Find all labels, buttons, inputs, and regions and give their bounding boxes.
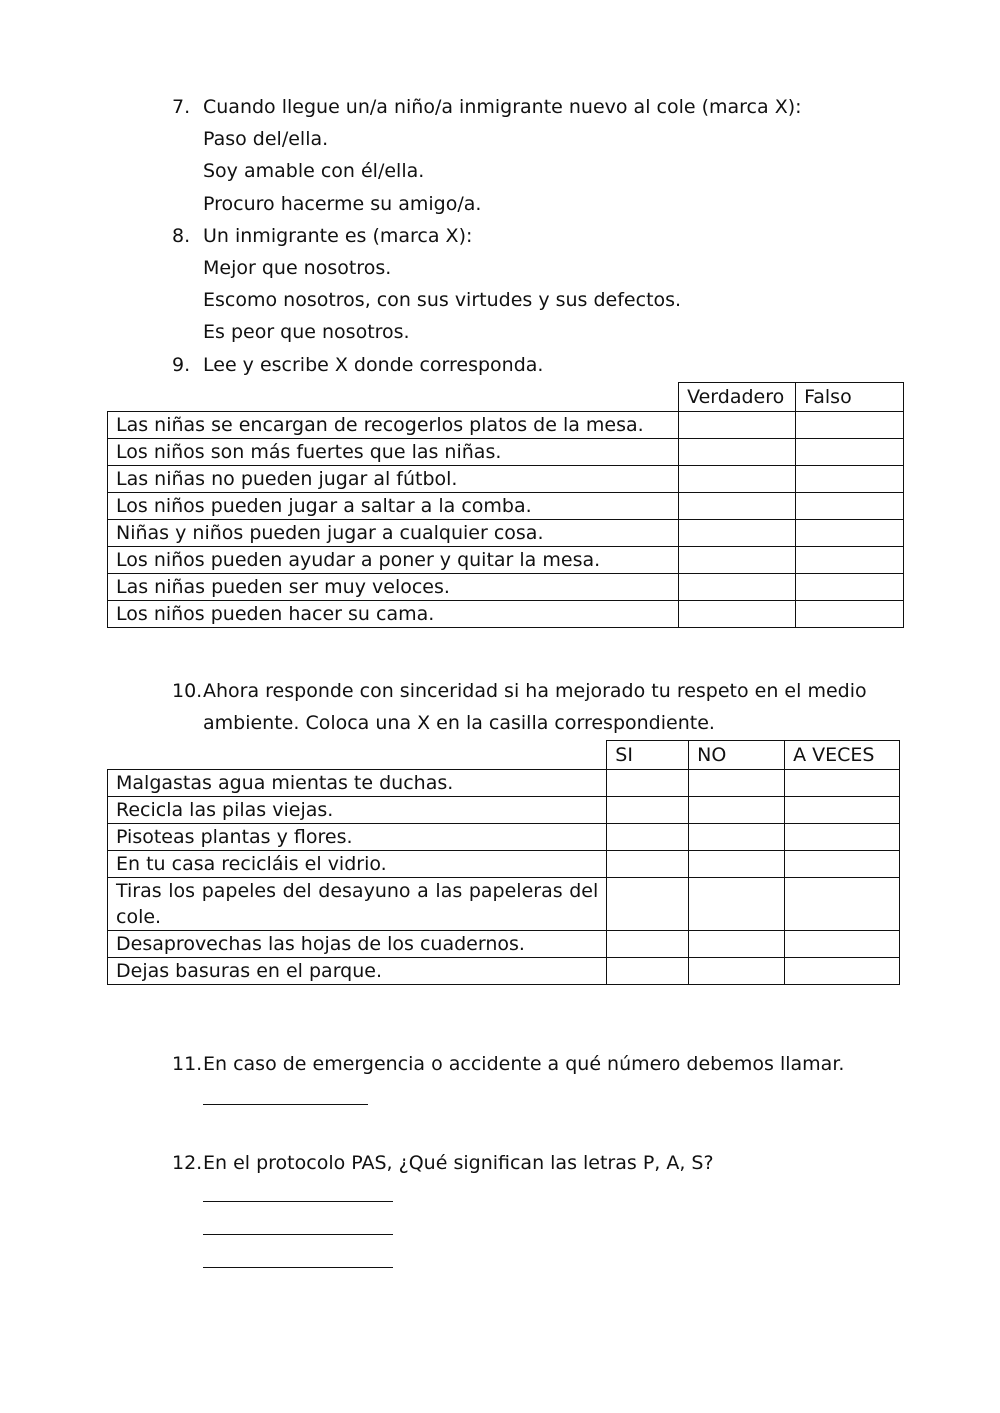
table-row <box>108 770 900 797</box>
statement: Niñas y niños pueden jugar a cualquier cosa. <box>108 520 679 547</box>
table-row <box>108 466 904 493</box>
answer-cell[interactable] <box>785 958 900 985</box>
answer-cell[interactable] <box>607 931 689 958</box>
q12-number: 12. <box>172 1152 203 1174</box>
answer-cell[interactable] <box>679 547 796 574</box>
answer-cell[interactable] <box>689 797 785 824</box>
statement: Las niñas se encargan de recogerlos platos de la mesa. <box>108 412 679 439</box>
answer-cell[interactable] <box>689 770 785 797</box>
table-row <box>108 547 904 574</box>
answer-cell[interactable] <box>679 574 796 601</box>
answer-cell[interactable] <box>607 958 689 985</box>
statement: Las niñas no pueden jugar al fútbol. <box>108 466 679 493</box>
table-row <box>108 958 900 985</box>
table-header-row <box>108 383 904 412</box>
q12-answer-line-p[interactable] <box>203 1201 393 1202</box>
answer-cell[interactable] <box>785 797 900 824</box>
statement: Los niños son más fuertes que las niñas. <box>108 439 679 466</box>
table-row <box>108 439 904 466</box>
answer-cell[interactable] <box>689 878 785 931</box>
q7-question: Cuando llegue un/a niño/a inmigrante nuevo al cole (marca X): <box>203 96 802 118</box>
answer-cell[interactable] <box>679 412 796 439</box>
table-row <box>108 601 904 628</box>
answer-cell[interactable] <box>689 824 785 851</box>
statement: Dejas basuras en el parque. <box>108 958 607 985</box>
header-falso: Falso <box>796 383 904 412</box>
answer-cell[interactable] <box>796 520 904 547</box>
answer-cell[interactable] <box>785 824 900 851</box>
table-row <box>108 574 904 601</box>
answer-cell[interactable] <box>679 601 796 628</box>
environment-table <box>107 740 900 985</box>
q9-number: 9. <box>172 354 191 376</box>
answer-cell[interactable] <box>796 493 904 520</box>
header-verdadero: Verdadero <box>679 383 796 412</box>
answer-cell[interactable] <box>796 466 904 493</box>
q12-answer-line-s[interactable] <box>203 1267 393 1268</box>
q7-option[interactable]: Soy amable con él/ella. <box>203 160 425 182</box>
q8-number: 8. <box>172 225 191 247</box>
answer-cell[interactable] <box>785 851 900 878</box>
q11-number: 11. <box>172 1053 203 1075</box>
header-no: NO <box>689 741 785 770</box>
q11-question: En caso de emergencia o accidente a qué número debemos llamar. <box>203 1053 845 1075</box>
q8-question: Un inmigrante es (marca X): <box>203 225 473 247</box>
q10-number: 10. <box>172 680 203 702</box>
answer-cell[interactable] <box>607 851 689 878</box>
table-row <box>108 931 900 958</box>
answer-cell[interactable] <box>796 574 904 601</box>
answer-cell[interactable] <box>689 931 785 958</box>
answer-cell[interactable] <box>679 520 796 547</box>
statement: Las niñas pueden ser muy veloces. <box>108 574 679 601</box>
statement: Desaprovechas las hojas de los cuadernos. <box>108 931 607 958</box>
statement: En tu casa recicláis el vidrio. <box>108 851 607 878</box>
answer-cell[interactable] <box>679 493 796 520</box>
table-row <box>108 412 904 439</box>
q12-question: En el protocolo PAS, ¿Qué significan las letras P, A, S? <box>203 1152 714 1174</box>
answer-cell[interactable] <box>607 770 689 797</box>
table-header-row <box>108 741 900 770</box>
table-row <box>108 851 900 878</box>
q10-question-cont: ambiente. Coloca una X en la casilla correspondiente. <box>203 712 715 734</box>
statement: Tiras los papeles del desayuno a las papeleras del cole. <box>108 878 607 931</box>
answer-cell[interactable] <box>796 547 904 574</box>
header-a-veces: A VECES <box>785 741 900 770</box>
answer-cell[interactable] <box>607 797 689 824</box>
answer-cell[interactable] <box>607 824 689 851</box>
answer-cell[interactable] <box>689 958 785 985</box>
table-row <box>108 824 900 851</box>
answer-cell[interactable] <box>689 851 785 878</box>
table-row <box>108 878 900 931</box>
statement: Los niños pueden jugar a saltar a la comba. <box>108 493 679 520</box>
answer-cell[interactable] <box>785 878 900 931</box>
q8-option[interactable]: Es peor que nosotros. <box>203 321 410 343</box>
q11-answer-line[interactable] <box>203 1104 368 1105</box>
table-row <box>108 797 900 824</box>
answer-cell[interactable] <box>785 770 900 797</box>
answer-cell[interactable] <box>785 931 900 958</box>
statement: Los niños pueden ayudar a poner y quitar la mesa. <box>108 547 679 574</box>
statement: Malgastas agua mientas te duchas. <box>108 770 607 797</box>
q7-option[interactable]: Procuro hacerme su amigo/a. <box>203 193 482 215</box>
statement: Recicla las pilas viejas. <box>108 797 607 824</box>
answer-cell[interactable] <box>607 878 689 931</box>
table-row <box>108 520 904 547</box>
answer-cell[interactable] <box>796 412 904 439</box>
answer-cell[interactable] <box>796 439 904 466</box>
answer-cell[interactable] <box>679 439 796 466</box>
q7-number: 7. <box>172 96 191 118</box>
header-si: SI <box>607 741 689 770</box>
q8-option[interactable]: Mejor que nosotros. <box>203 257 392 279</box>
q8-option[interactable]: Escomo nosotros, con sus virtudes y sus defectos. <box>203 289 682 311</box>
q10-question: Ahora responde con sinceridad si ha mejorado tu respeto en el medio <box>203 680 867 702</box>
q12-answer-line-a[interactable] <box>203 1234 393 1235</box>
answer-cell[interactable] <box>679 466 796 493</box>
q7-option[interactable]: Paso del/ella. <box>203 128 329 150</box>
gender-statements-table <box>107 382 904 628</box>
answer-cell[interactable] <box>796 601 904 628</box>
statement: Pisoteas plantas y flores. <box>108 824 607 851</box>
table-row <box>108 493 904 520</box>
statement: Los niños pueden hacer su cama. <box>108 601 679 628</box>
q9-question: Lee y escribe X donde corresponda. <box>203 354 544 376</box>
